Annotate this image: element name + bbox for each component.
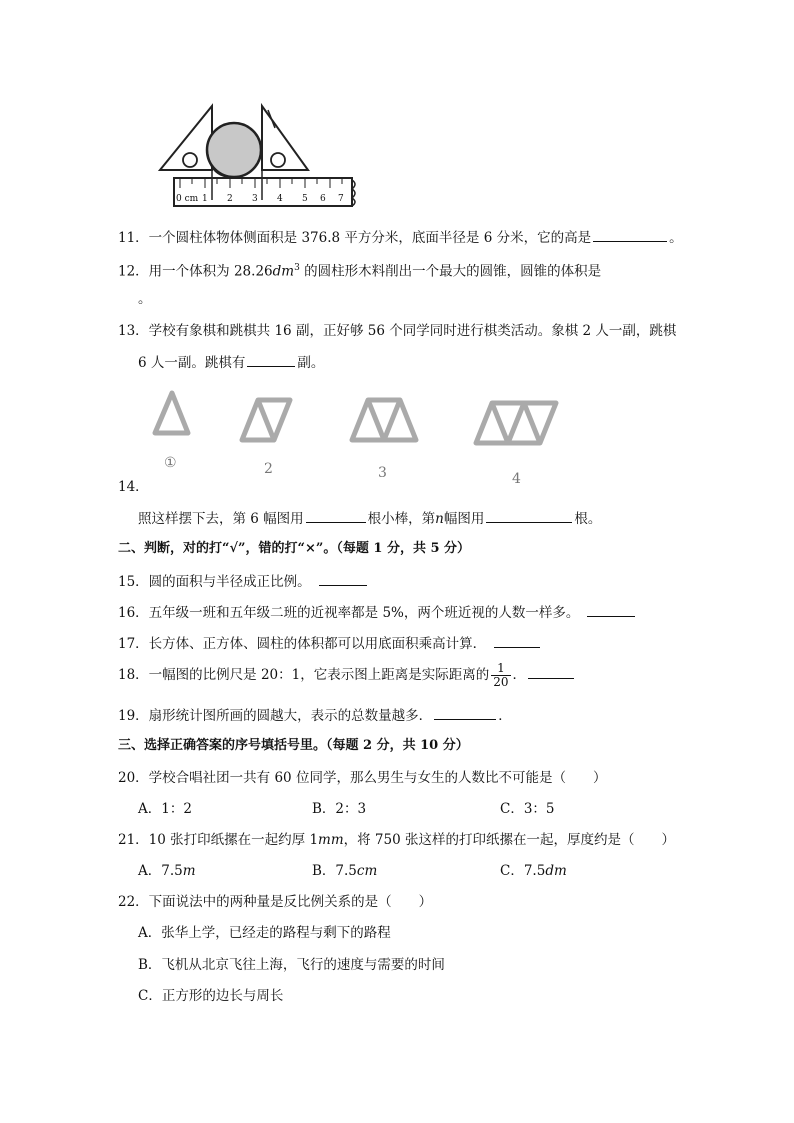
question-15: 15．圆的面积与半径成正比例。 (118, 572, 369, 591)
pattern-label-3: 3 (378, 465, 387, 481)
matchstick-pattern-figure (140, 385, 570, 495)
q22-option-b[interactable]: B．飞机从北京飞往上海，飞行的速度与需要的时间 (138, 957, 445, 973)
question-11: 11．一个圆柱体物体侧面积是 376.8 平方分米，底面半径是 6 分米，它的高是 。 (118, 230, 683, 246)
answer-blank-18[interactable] (528, 665, 574, 679)
section-3-heading: 三、选择正确答案的序号填括号里。（每题 2 分，共 10 分） (118, 738, 469, 753)
question-12-end: 。 (138, 291, 152, 307)
pattern-label-2: 2 (264, 461, 273, 477)
answer-blank-13[interactable] (247, 353, 295, 367)
question-21: 21．10 张打印纸摞在一起约厚 1mm，将 750 张这样的打印纸摞在一起，厚度约是（ ） (118, 832, 675, 848)
question-14-number: 14． (118, 479, 149, 495)
q20-option-c[interactable]: C．3：5 (500, 801, 555, 817)
answer-blank-16[interactable] (587, 603, 635, 617)
answer-blank-14a[interactable] (306, 509, 366, 523)
question-19: 19．扇形统计图所画的圆越大，表示的总数量越多． ． (118, 708, 512, 724)
answer-blank-19[interactable] (434, 706, 496, 720)
answer-blank-17[interactable] (494, 634, 540, 648)
fraction-1-20: $\frac{1}{20}$ (493, 661, 509, 689)
question-13-line2: 6 人一副。跳棋有 副。 (138, 355, 325, 371)
question-18: 18．一幅图的比例尺是 20：1，它表示图上距离是实际距离的 $\frac{1}{20}$ ． (118, 662, 576, 689)
ruler-circle-figure (150, 100, 365, 210)
question-20: 20．学校合唱社团一共有 60 位同学，那么男生与女生的人数比不可能是（ ） (118, 770, 607, 786)
q20-option-a[interactable]: A．1：2 (138, 801, 192, 817)
question-12: 12．用一个体积为 $28.26dm^3$ 的圆柱形木料削出一个最大的圆锥，圆锥的体积是 (118, 263, 602, 280)
answer-blank-11[interactable] (593, 228, 667, 242)
ruler-label-5: 5 (302, 194, 308, 204)
ruler-label-2: 2 (227, 194, 233, 204)
ruler-label-3: 3 (252, 194, 258, 204)
q22-option-a[interactable]: A．张华上学，已经走的路程与剩下的路程 (138, 925, 391, 941)
q20-option-b[interactable]: B．2：3 (312, 801, 367, 817)
pattern-label-4: 4 (512, 471, 521, 487)
q21-option-c[interactable]: C．7.5dm (500, 863, 567, 879)
q22-option-c[interactable]: C．正方形的边长与周长 (138, 988, 284, 1004)
ruler-label-0: 0 cm (176, 194, 199, 204)
question-14: 照这样摆下去，第 6 幅图用 根小棒，第n幅图用 根。 (138, 511, 602, 527)
section-2-heading: 二、判断，对的打“√”，错的打“×”。（每题 1 分，共 5 分） (118, 541, 471, 556)
answer-blank-15[interactable] (319, 572, 367, 586)
ruler-label-6: 6 (320, 194, 326, 204)
question-17: 17．长方体、正方体、圆柱的体积都可以用底面积乘高计算． (118, 634, 542, 653)
answer-blank-14b[interactable] (486, 509, 572, 523)
ruler-label-7: 7 (338, 194, 344, 204)
question-22: 22．下面说法中的两种量是反比例关系的是（ ） (118, 894, 433, 910)
question-13: 13．学校有象棋和跳棋共 16 副，正好够 56 个同学同时进行棋类活动。象棋 2 人一副，跳棋 (118, 323, 677, 339)
pattern-label-1: ① (164, 455, 177, 471)
q21-option-b[interactable]: B．7.5cm (312, 863, 378, 879)
ruler-label-1: 1 (202, 194, 208, 204)
question-16: 16．五年级一班和五年级二班的近视率都是 5%，两个班近视的人数一样多。 (118, 603, 637, 622)
q21-option-a[interactable]: A．7.5m (138, 863, 196, 879)
ruler-label-4: 4 (277, 194, 283, 204)
